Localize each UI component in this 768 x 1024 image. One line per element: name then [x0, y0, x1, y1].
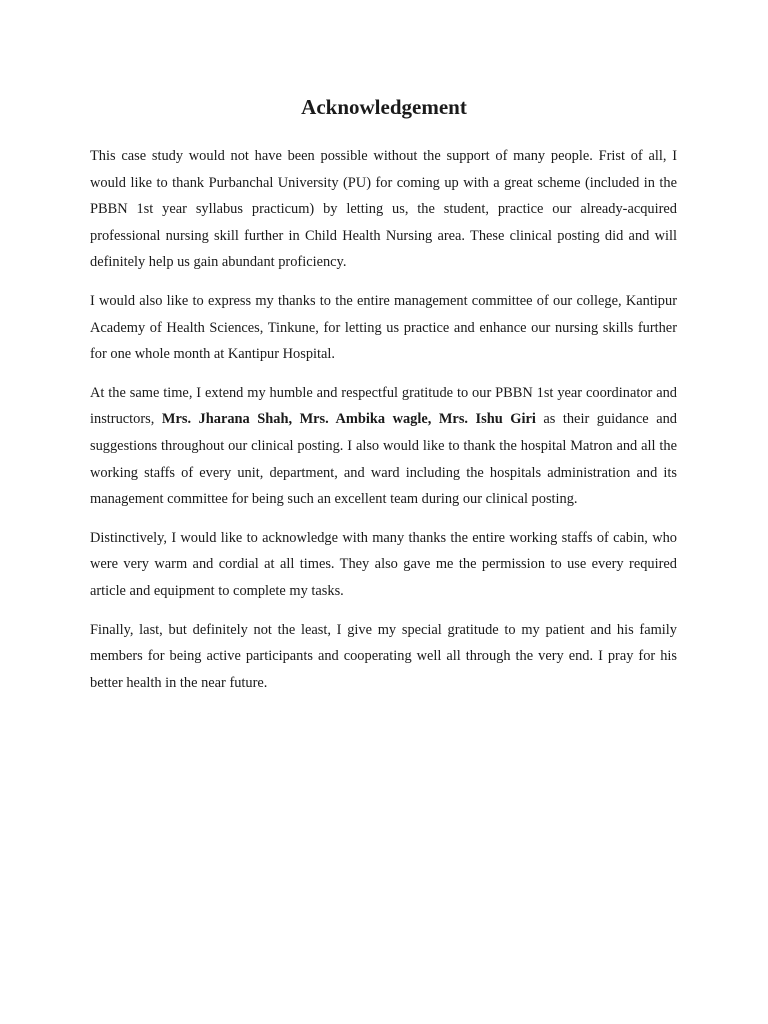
- document-body: [90, 143, 677, 708]
- paragraph-college-thanks: I would also like to express my thanks to the entire management committee of our college, Kantipur Academy of Health Sciences, Tinkune, for letting us practice and enhance our nursing skills further for one whole month at Kantipur Hospital.: [90, 292, 677, 363]
- paragraph-instructors-thanks: [90, 380, 677, 513]
- page-title: Acknowledgement: [301, 95, 467, 119]
- paragraph-instructors-lead: At the same time, I extend my humble and respectful gratitude to our PBBN 1st year coordinator and instructors,: [90, 384, 677, 428]
- paragraph-intro: This case study would not have been possible without the support of many people. Frist of all, I would like to thank Purbanchal University (PU) for coming up with a great scheme (included in the PBBN 1st year syllabus practicum) by letting us, the student, practice our already-acquired professional nursing skill further in Child Health Nursing area. These clinical posting did and will definitely help us gain abundant proficiency.: [90, 148, 677, 271]
- paragraph-cabin-staff: Distinctively, I would like to acknowledge with many thanks the entire working staffs of cabin, who were very warm and cordial at all times. They also gave me the permission to use every required article and equipment to complete my tasks.: [90, 529, 677, 599]
- instructor-names: Mrs. Jharana Shah, Mrs. Ambika wagle, Mrs. Ishu Giri: [161, 411, 536, 428]
- paragraph-patient-thanks: Finally, last, but definitely not the least, I give my special gratitude to my patient and his family members for being active participants and cooperating well all through the very end. I pray for his better health in the near future.: [90, 621, 677, 691]
- paragraph-instructors-tail: as their guidance and suggestions throughout our clinical posting. I also would like to thank the hospital Matron and all the working staffs of every unit, department, and ward including the hospitals administration and its management committee for being such an excellent team during our clinical posting.: [90, 411, 677, 508]
